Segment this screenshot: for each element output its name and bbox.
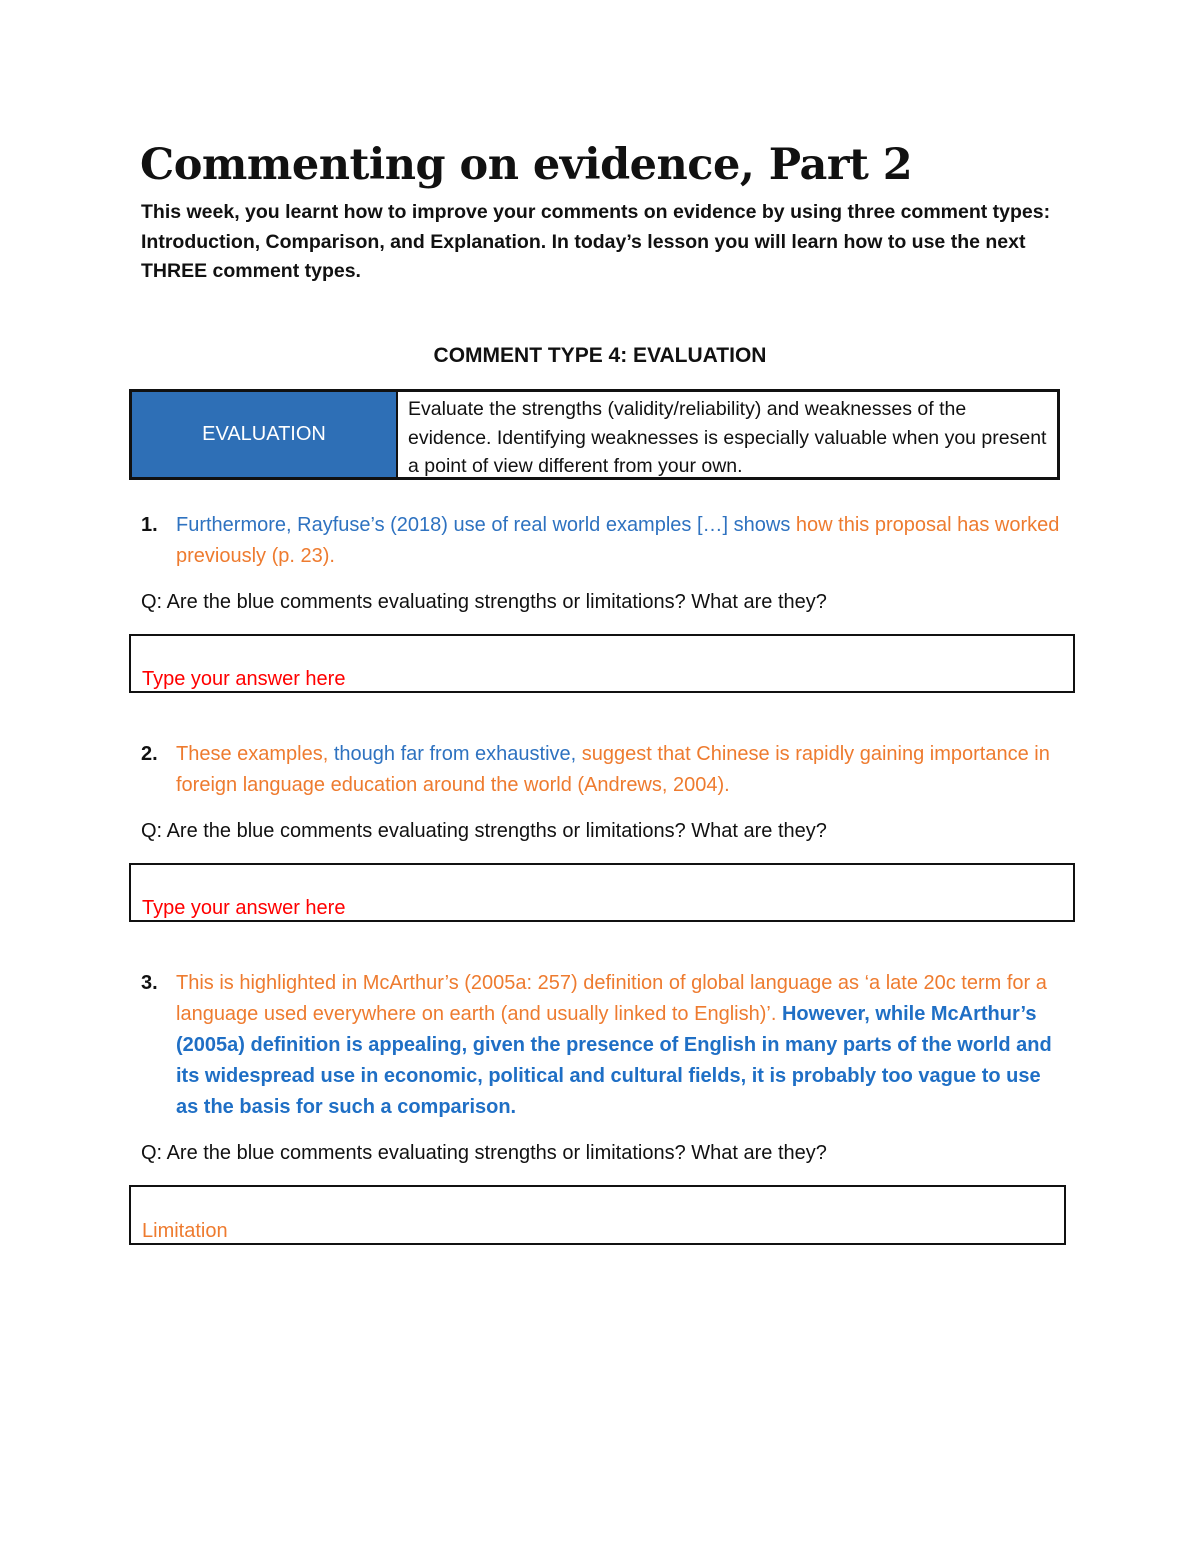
evaluation-table bbox=[129, 389, 1060, 480]
blue-comment: Furthermore, Rayfuse’s (2018) use of real world examples […] shows bbox=[176, 514, 796, 536]
item-number: 3. bbox=[141, 972, 158, 994]
item-number: 1. bbox=[141, 514, 158, 536]
section-heading: COMMENT TYPE 4: EVALUATION bbox=[433, 344, 767, 367]
blue-comment: though far from exhaustive, bbox=[333, 743, 577, 765]
orange-evidence: how this proposal has worked previously (p. 23). bbox=[176, 514, 1060, 567]
blue-comment: However, while McArthur’s (2005a) definition is appealing, given the presence of English in many parts of the world and its widespread use in economic, political and cultural fields, it is probably too vague to use as the basis for such a comparison. bbox=[176, 1003, 1052, 1118]
intro-paragraph: This week, you learnt how to improve your comments on evidence by using three comment types: Introduction, Comparison, and Explanation. In today’s lesson you will learn how to use the next THREE comment types. bbox=[141, 201, 1051, 282]
answer-2-text[interactable]: Type your answer here bbox=[142, 897, 346, 919]
question-2: Q: Are the blue comments evaluating strengths or limitations? What are they? bbox=[141, 820, 827, 842]
page-title: Commenting on evidence, Part 2 bbox=[140, 140, 913, 190]
item-text bbox=[176, 739, 1061, 801]
evidence-item-3 bbox=[141, 968, 1061, 1123]
answer-1-text[interactable]: Type your answer here bbox=[142, 668, 346, 690]
evidence-item-2 bbox=[141, 739, 1061, 801]
question-3: Q: Are the blue comments evaluating strengths or limitations? What are they? bbox=[141, 1142, 827, 1164]
orange-evidence: These examples, bbox=[176, 743, 334, 765]
answer-box-1[interactable] bbox=[129, 634, 1075, 693]
question-1: Q: Are the blue comments evaluating strengths or limitations? What are they? bbox=[141, 591, 827, 613]
orange-evidence: suggest that Chinese is rapidly gaining importance in foreign language education around the world (Andrews, 2004). bbox=[176, 743, 1050, 796]
item-text bbox=[176, 968, 1061, 1123]
item-number: 2. bbox=[141, 743, 158, 765]
evidence-item-1 bbox=[141, 510, 1061, 572]
answer-box-3[interactable] bbox=[129, 1185, 1066, 1245]
item-text bbox=[176, 510, 1061, 572]
answer-box-2[interactable] bbox=[129, 863, 1075, 922]
evaluation-label-cell: EVALUATION bbox=[132, 392, 398, 477]
answer-3-text[interactable]: Limitation bbox=[142, 1220, 228, 1242]
evaluation-description-cell: Evaluate the strengths (validity/reliability) and weaknesses of the evidence. Identifying weaknesses is especially valuable when you present a point of view different from your own. bbox=[408, 398, 1047, 477]
orange-evidence: This is highlighted in McArthur’s (2005a: 257) definition of global language as ‘a late 20c term for a language used everywhere on earth (and usually linked to English)’. bbox=[176, 972, 1047, 1025]
